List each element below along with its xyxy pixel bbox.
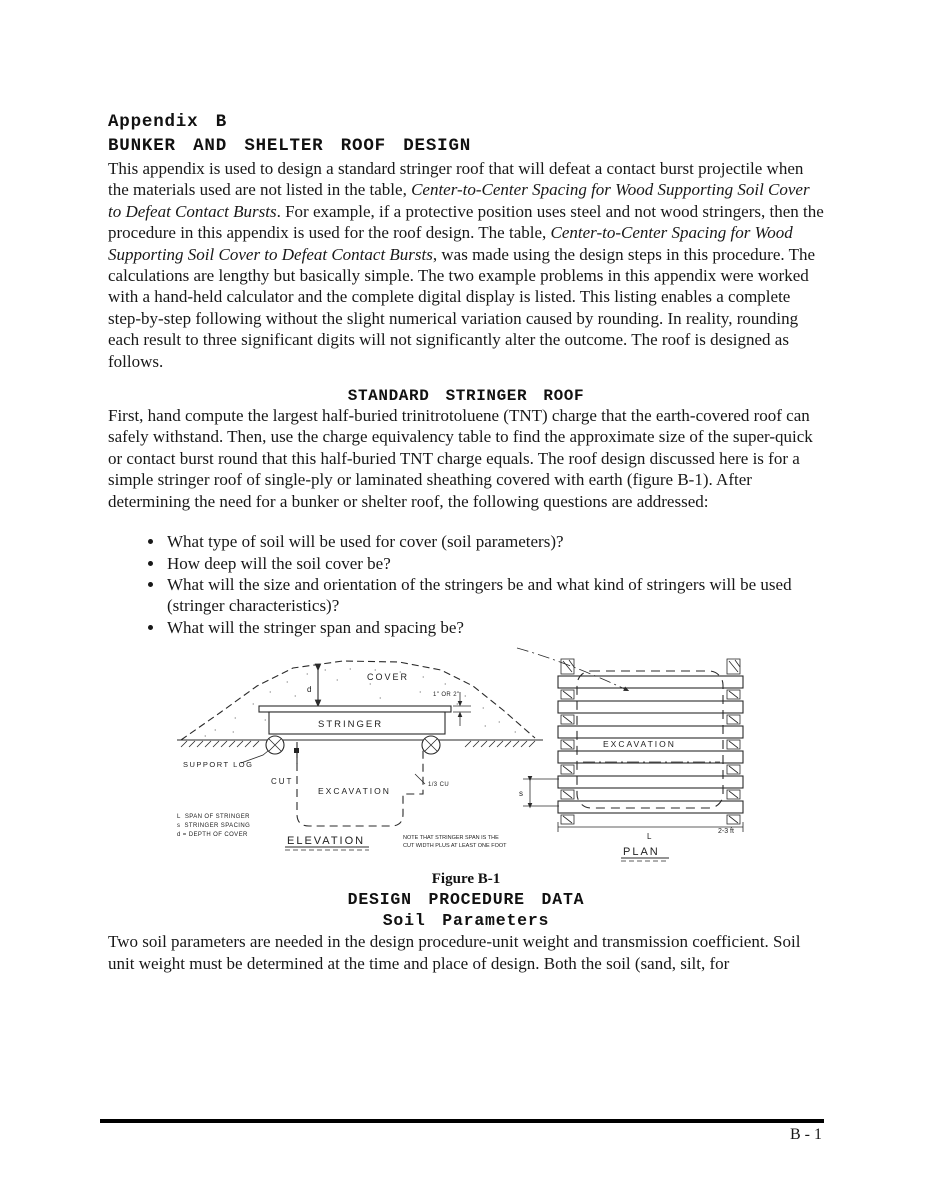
- intro-paragraph: [108, 158, 824, 372]
- intro-text-2: . For example, if a protective position uses steel and not wood stringers, then the procedure in this appendix is used for the roof design. The table,: [108, 201, 824, 243]
- cu-note-label: 1/3 CU: [428, 782, 450, 789]
- appendix-title: [108, 110, 824, 158]
- note-line2: CUT WIDTH PLUS AT LEAST ONE FOOT: [403, 843, 507, 850]
- note-line1: NOTE THAT STRINGER SPAN IS THE: [403, 835, 499, 842]
- plan-title: PLAN: [623, 846, 660, 859]
- intro-text-1: This appendix is used to design a standard stringer roof that will defeat a contact burst projectile when the materials used are not listed in the table,: [108, 159, 804, 200]
- sheathing-thickness-label: 1" OR 2": [433, 692, 460, 699]
- figure-caption-subtitle: Soil Parameters: [382, 911, 550, 931]
- figure-caption-title: DESIGN PROCEDURE DATA: [347, 890, 585, 910]
- elevation-title: ELEVATION: [287, 835, 366, 848]
- ground-hatch-left: [181, 741, 259, 747]
- elevation-view: [177, 661, 543, 850]
- spacing-dimension: [519, 779, 559, 806]
- list-item: • What will the size and orientation of the stringers be and what kind of stringers will be used (stringer characteristics)?: [165, 574, 824, 617]
- list-item: • What type of soil will be used for cover (soil parameters)?: [165, 531, 824, 552]
- overhang-label: 2-3 ft: [718, 828, 734, 836]
- legend-span: L SPAN OF STRINGER: [177, 814, 250, 821]
- support-log-left: [266, 736, 284, 754]
- appendix-title-line1: Appendix B: [108, 112, 228, 132]
- figure-b1: [108, 646, 824, 931]
- support-log-label: SUPPORT LOG: [183, 760, 254, 770]
- cut-label: CUT: [271, 777, 294, 787]
- list-item: • How deep will the soil cover be?: [165, 553, 824, 574]
- soil-parameters-paragraph: Two soil parameters are needed in the design procedure-unit weight and transmission coefficient. Soil unit weight must be determined at the time and place of design. Both the soil (sand, silt, for: [108, 932, 801, 973]
- support-log-right: [422, 736, 440, 754]
- page-content: [108, 108, 824, 974]
- section-heading: STANDARD STRINGER ROOF: [347, 387, 585, 406]
- sheathing: [259, 706, 451, 712]
- page-number: B - 1: [790, 1126, 822, 1143]
- stringer-roof-paragraph: First, hand compute the largest half-buried trinitrotoluene (TNT) charge that the earth-covered roof can safely withstand. Then, use the charge equivalency table to find the approximate size of the super-quick or contact burst round that this half-buried TNT charge equals. The roof design discussed here is for a simple stringer roof of single-ply or laminated sheathing covered with earth (figure B-1). After determining the need for a bunker or shelter roof, the following questions are addressed:: [108, 406, 813, 511]
- table-title-italic-2: Center-to-Center Spacing for Wood Supporting Soil Cover to Defeat Contact Bursts: [108, 223, 793, 264]
- elevation-note: [403, 835, 507, 849]
- ground-hatch-right: [465, 741, 535, 747]
- span-dimension: [558, 822, 743, 841]
- elevation-legend: [177, 814, 250, 838]
- figure-b1-diagram: [175, 646, 765, 868]
- excavation-label: EXCAVATION: [318, 786, 391, 797]
- table-title-italic-1: Center-to-Center Spacing for Wood Supporting Soil Cover to Defeat Contact Bursts: [108, 180, 810, 221]
- spacing-label: s: [519, 789, 523, 799]
- stringer-label: STRINGER: [318, 719, 384, 731]
- depth-label: d: [307, 685, 312, 695]
- footer-divider: [100, 1119, 824, 1123]
- cover-label: COVER: [367, 672, 410, 683]
- span-label: L: [647, 832, 652, 842]
- legend-depth: d = DEPTH OF COVER: [177, 832, 248, 839]
- legend-spacing: s STRINGER SPACING: [177, 823, 251, 830]
- questions-list: [108, 531, 824, 638]
- intro-text-3: , was made using the design steps in this procedure. The calculations are lengthy but basically simple. The two example problems in this appendix were worked with a hand-held calculator and the complete digital display is listed. This listing enables a complete step-by-step following without the slight numerical variation caused by rounding. In reality, rounding each result to three significant digits will not significantly alter the outcome. The roof is designed as follows.: [108, 244, 816, 371]
- appendix-title-line2: BUNKER AND SHELTER ROOF DESIGN: [108, 136, 472, 156]
- support-log-leader: [241, 751, 268, 763]
- list-item: • What will the stringer span and spacing be?: [165, 617, 824, 638]
- plan-view: [517, 648, 743, 861]
- plan-excavation-label: EXCAVATION: [603, 739, 676, 750]
- figure-caption: [108, 870, 824, 931]
- figure-caption-number: Figure B-1: [431, 871, 501, 888]
